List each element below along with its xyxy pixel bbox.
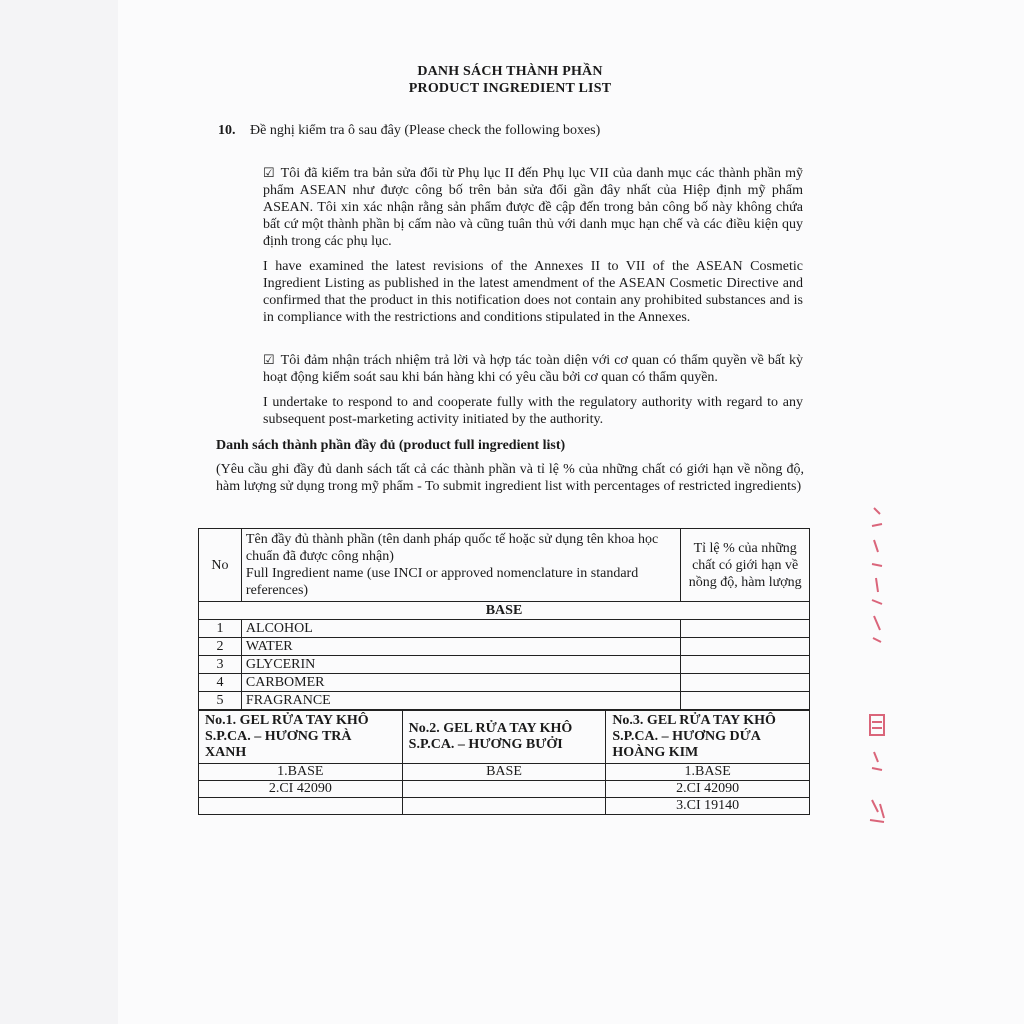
table-row (199, 764, 810, 781)
product-2-ingredient: BASE (402, 764, 606, 781)
row-number: 4 (199, 674, 242, 692)
full-list-note: (Yêu cầu ghi đầy đủ danh sách tất cả các thành phần và tỉ lệ % của những chất có giới hạn về nồng độ, hàm lượng sử dụng trong mỹ phẩm - To submit ingredient list with percentages of restricted ingredients) (216, 462, 804, 494)
group-label-base: BASE (199, 602, 810, 620)
row-number: 2 (199, 638, 242, 656)
paragraph-2-vietnamese (263, 351, 803, 386)
ingredient-table (198, 528, 810, 710)
ingredient-name: WATER (241, 638, 680, 656)
ingredient-percentage (681, 656, 810, 674)
column-header-name-en: Full Ingredient name (use INCI or approved nomenclature in standard references) (245, 566, 639, 598)
product-header-1: No.1. GEL RỬA TAY KHÔ S.P.CA. – HƯƠNG TRÀ XANH (199, 711, 403, 764)
product-3-ingredient: 1.BASE (606, 764, 810, 781)
checked-box-icon: ☑ (263, 165, 275, 180)
product-1-ingredient: 2.CI 42090 (199, 781, 403, 798)
product-1-ingredient (199, 798, 403, 815)
title-english: PRODUCT INGREDIENT LIST (408, 81, 612, 96)
table-row (199, 692, 810, 710)
column-header-no: No (199, 529, 242, 602)
row-number: 1 (199, 620, 242, 638)
paragraph-2-english: I undertake to respond to and cooperate fully with the regulatory authority with regard to any subsequent post-marketing activity initiated by the authority. (263, 395, 803, 427)
product-header-row (199, 711, 810, 764)
table-row (199, 798, 810, 815)
table-row (199, 656, 810, 674)
product-2-ingredient (402, 781, 606, 798)
section-number: 10. (218, 123, 236, 138)
title-vietnamese: DANH SÁCH THÀNH PHẦN (417, 64, 603, 79)
ingredient-percentage (681, 692, 810, 710)
ingredient-table-header (199, 529, 810, 602)
ingredient-name: GLYCERIN (241, 656, 680, 674)
paragraph-1-vietnamese (263, 164, 803, 250)
column-header-name-vi: Tên đầy đủ thành phần (tên danh pháp quốc tế hoặc sử dụng tên khoa học chuẩn đã được công nhận) (245, 532, 659, 564)
ingredient-name: ALCOHOL (241, 620, 680, 638)
column-header-name (241, 529, 680, 602)
row-number: 5 (199, 692, 242, 710)
ingredient-percentage (681, 620, 810, 638)
full-list-heading: Danh sách thành phần đầy đủ (product full ingredient list) (216, 438, 566, 453)
table-row (199, 674, 810, 692)
table-row (199, 620, 810, 638)
checked-box-icon: ☑ (263, 352, 275, 367)
ingredient-name: FRAGRANCE (241, 692, 680, 710)
margin-stamp-seal (860, 500, 890, 840)
product-1-ingredient: 1.BASE (199, 764, 403, 781)
table-row (199, 638, 810, 656)
paragraph-1-vi-text: Tôi đã kiểm tra bản sửa đổi từ Phụ lục II đến Phụ lục VII của danh mục các thành phần mỹ phẩm ASEAN như được công bố trên bản sửa đổi gần đây nhất của Hiệp định mỹ phẩm ASEAN. Tôi xin xác nhận rằng sản phẩm được đề cập đến trong bản công bố này không chứa bất cứ một thành phần bị cấm nào và cũng tuân thủ với danh mục hạn chế và các điều kiện quy định trong các phụ lục. (263, 166, 803, 249)
section-instruction: Đề nghị kiểm tra ô sau đây (Please check the following boxes) (250, 123, 601, 138)
column-header-percentage: Tỉ lệ % của những chất có giới hạn về nồng độ, hàm lượng (681, 529, 810, 602)
row-number: 3 (199, 656, 242, 674)
table-row (199, 781, 810, 798)
product-header-2: No.2. GEL RỬA TAY KHÔ S.P.CA. – HƯƠNG BƯỞI (402, 711, 606, 764)
paragraph-2-vi-text: Tôi đảm nhận trách nhiệm trả lời và hợp tác toàn diện với cơ quan có thẩm quyền về bất kỳ hoạt động kiểm soát sau khi bán hàng khi có yêu cầu bởi cơ quan có thẩm quyền. (263, 353, 803, 385)
product-header-3: No.3. GEL RỬA TAY KHÔ S.P.CA. – HƯƠNG DỨA HOÀNG KIM (606, 711, 810, 764)
product-table (198, 710, 810, 815)
ingredient-percentage (681, 638, 810, 656)
group-row (199, 602, 810, 620)
ingredient-percentage (681, 674, 810, 692)
product-2-ingredient (402, 798, 606, 815)
paragraph-1-english: I have examined the latest revisions of the Annexes II to VII of the ASEAN Cosmetic Ingredient Listing as published in the latest amendment of the ASEAN Cosmetic Directive and confirmed that the product in this notification does not contain any prohibited substances and is in compliance with the restrictions and conditions stipulated in the Annexes. (263, 259, 803, 325)
product-3-ingredient: 3.CI 19140 (606, 798, 810, 815)
ingredient-name: CARBOMER (241, 674, 680, 692)
product-3-ingredient: 2.CI 42090 (606, 781, 810, 798)
